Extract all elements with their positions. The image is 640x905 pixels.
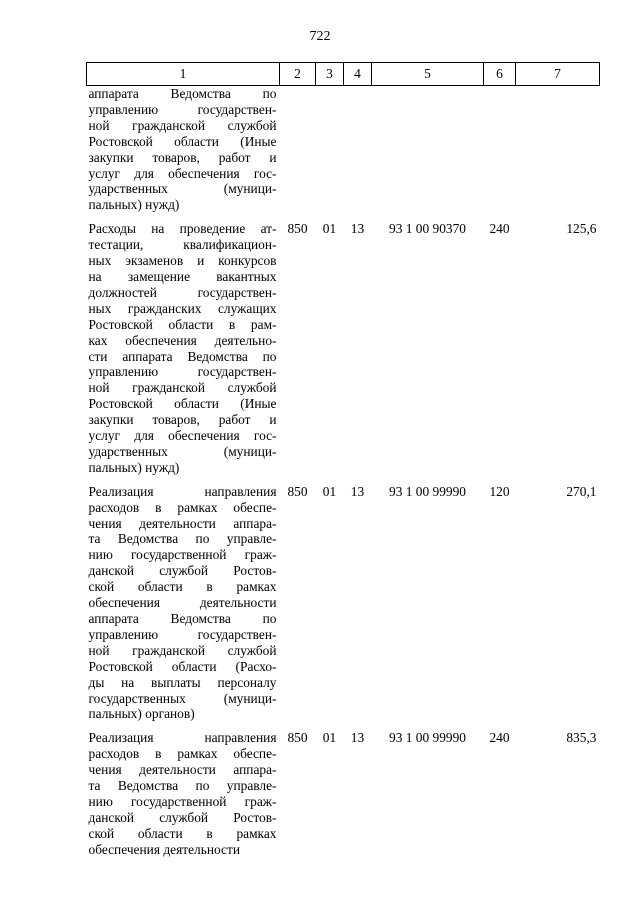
expense-name-line: пальных) органов)	[88, 706, 195, 722]
expense-name-line: ской области в рамках	[88, 579, 277, 595]
expense-name-line: Расходы на проведение ат-	[88, 221, 277, 237]
expense-name-line: ской области в рамках	[88, 825, 277, 841]
ministry-code-cell	[280, 86, 316, 222]
column-header-6: 6	[484, 63, 516, 86]
expense-name-line: пальных) нужд)	[88, 459, 180, 475]
expense-name-line: ударственных (муници-	[88, 443, 277, 459]
section-code-cell	[316, 86, 344, 222]
expense-name-cell	[87, 221, 280, 484]
column-header-7: 7	[516, 63, 600, 86]
expense-name-line: ных гражданских служащих	[88, 300, 277, 316]
expense-name-cell	[87, 484, 280, 731]
expense-name-line: ках обеспечения деятельно-	[88, 332, 277, 348]
expense-name-line: закупки товаров, работ и	[88, 149, 277, 165]
expense-name-line: нию государственной граж-	[88, 547, 277, 563]
section-code-cell: 01	[322, 730, 337, 746]
expense-name-line: должностей государствен-	[88, 284, 277, 300]
expense-name-line: Ростовской области (Расхо-	[88, 658, 277, 674]
expense-name-line: ной гражданской службой	[88, 642, 277, 658]
expense-name-line: государственных (муници-	[88, 690, 277, 706]
expense-name-line: ных экзаменов и конкурсов	[88, 253, 277, 269]
table-row	[87, 86, 600, 222]
expense-name-line: на замещение вакантных	[88, 268, 277, 284]
expense-name-line: услуг для обеспечения гос-	[88, 428, 277, 444]
ministry-code-cell: 850	[287, 483, 308, 499]
expense-name-line: обеспечения деятельности	[88, 841, 241, 857]
expense-name-line: чения деятельности аппара-	[88, 515, 277, 531]
expense-name-line: данской службой Ростов-	[88, 563, 277, 579]
expense-name-line: Ростовской области в рам-	[88, 316, 277, 332]
subsection-code-cell	[344, 86, 372, 222]
budget-table	[86, 62, 600, 866]
table-row	[87, 730, 600, 865]
amount-cell: 835,3	[566, 730, 597, 746]
expense-name-line: аппарата Ведомства по	[88, 611, 277, 626]
expense-type-cell	[484, 86, 516, 222]
expense-name-line: та Ведомства по управле-	[88, 778, 277, 794]
expense-name-line: закупки товаров, работ и	[88, 412, 277, 428]
expense-name-line: ударственных (муници-	[88, 181, 277, 197]
subsection-code-cell: 13	[350, 483, 365, 499]
column-header-1: 1	[87, 63, 280, 86]
expense-name-line: та Ведомства по управле-	[88, 531, 277, 547]
expense-name-line: услуг для обеспечения гос-	[88, 165, 277, 181]
expense-name-line: расходов в рамках обеспе-	[88, 499, 277, 515]
expense-name-line: чения деятельности аппара-	[88, 762, 277, 778]
expense-name-line: расходов в рамках обеспе-	[88, 746, 277, 762]
section-code-cell: 01	[322, 483, 337, 499]
expense-name-line: управлению государствен-	[88, 626, 277, 642]
column-header-3: 3	[316, 63, 344, 86]
expense-name-cell	[87, 86, 280, 222]
expense-type-cell: 120	[489, 483, 510, 499]
table-row	[87, 484, 600, 731]
expense-name-line: Реализация направления	[88, 483, 277, 499]
expense-type-cell: 240	[489, 221, 510, 237]
expense-name-line: аппарата Ведомства по	[88, 86, 277, 101]
expense-name-line: ной гражданской службой	[88, 117, 277, 133]
expense-name-line: управлению государствен-	[88, 364, 277, 380]
subsection-code-cell: 13	[350, 730, 365, 746]
section-code-cell: 01	[322, 221, 337, 237]
expense-name-line: ды на выплаты персоналу	[88, 674, 277, 690]
target-article-cell: 93 1 00 99990	[389, 483, 466, 499]
column-header-5: 5	[372, 63, 484, 86]
amount-cell: 270,1	[566, 483, 597, 499]
expense-name-line: Ростовской области (Иные	[88, 133, 277, 149]
ministry-code-cell: 850	[287, 730, 308, 746]
column-header-2: 2	[280, 63, 316, 86]
page-number: 722	[309, 29, 331, 44]
expense-name-line: пальных) нужд)	[88, 197, 180, 213]
expense-name-line: Реализация направления	[88, 730, 277, 746]
target-article-cell	[372, 86, 484, 222]
expense-name-line: тестации, квалификацион-	[88, 237, 277, 253]
column-number-row	[87, 63, 600, 86]
expense-type-cell: 240	[489, 730, 510, 746]
subsection-code-cell: 13	[350, 221, 365, 237]
table-row	[87, 221, 600, 484]
expense-name-line: обеспечения деятельности	[88, 595, 277, 611]
table-body	[87, 86, 600, 866]
expense-name-line: сти аппарата Ведомства по	[88, 348, 277, 364]
expense-name-line: нию государственной граж-	[88, 793, 277, 809]
amount-cell: 125,6	[566, 221, 597, 237]
expense-name-line: ной гражданской службой	[88, 380, 277, 396]
target-article-cell: 93 1 00 99990	[389, 730, 466, 746]
ministry-code-cell: 850	[287, 221, 308, 237]
column-header-4: 4	[344, 63, 372, 86]
expense-name-line: Ростовской области (Иные	[88, 396, 277, 412]
amount-cell	[516, 86, 600, 222]
table-header	[87, 63, 600, 86]
expense-name-cell	[87, 730, 280, 865]
expense-name-line: управлению государствен-	[88, 101, 277, 117]
expense-name-line: данской службой Ростов-	[88, 809, 277, 825]
target-article-cell: 93 1 00 90370	[389, 221, 466, 237]
